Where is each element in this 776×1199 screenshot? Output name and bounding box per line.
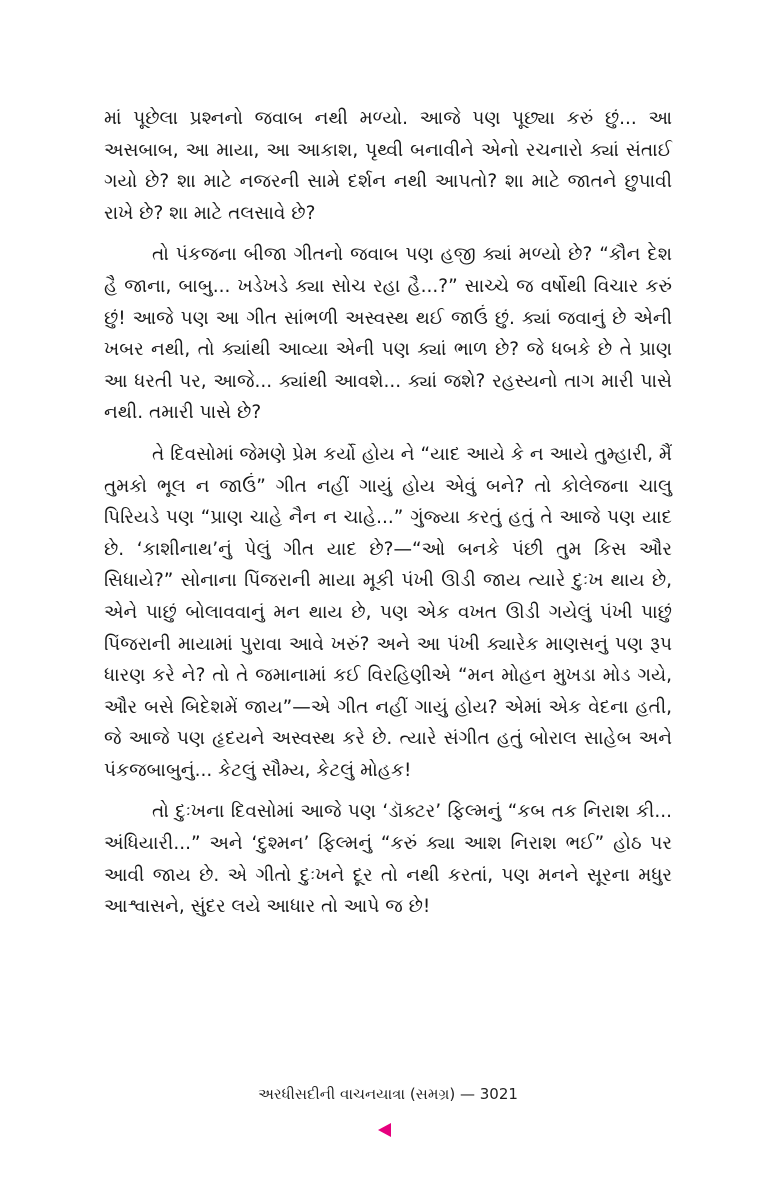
- page-footer: અરધીસદીની વાચનયાત્રા (સમગ્ર) — 3021: [258, 1085, 518, 1103]
- paragraph-4: તો દુઃખના દિવસોમાં આજે પણ ‘ડૉક્ટર’ ફિલ્મનું “કબ તક નિરાશ કી... અંધિયારી...” અને ‘દુશ્મન’ ફિલ્મનું “કરું ક્યા આશ નિરાશ ભઈ” હોઠ પર આવી જાય છે. એ ગીતો દુઃખને દૂર તો નથી કરતાં, પણ મનને સૂરના મધુર આશ્વાસને, સુંદર લયે આધાર તો આપે જ છે!: [104, 801, 672, 918]
- body-text: [104, 103, 672, 933]
- previous-page-icon[interactable]: [378, 1123, 391, 1137]
- paragraph-3: તે દિવસોમાં જેમણે પ્રેમ કર્યો હોય ને “યાદ આયે કે ન આયે તુમ્હારી, મૈં તુમકો ભૂલ ન જાઉં” ગીત નહીં ગાયું હોય એવું બને? તો કોલેજના ચાલુ પિરિયડે પણ “પ્રાણ ચાહે નૈન ન ચાહે...” ગુંજ્યા કરતું હતું તે આજે પણ યાદ છે. ‘કાશીનાથ’નું પેલું ગીત યાદ છે?—“ઓ બનકે પંછી તુમ કિસ ઔર સિધાયે?” સોનાના પિંજરાની માયા મૂકી પંખી ઊડી જાય ત્યારે દુઃખ થાય છે, એને પાછું બોલાવવાનું મન થાય છે, પણ એક વખત ઊડી ગયેલું પંખી પાછું પિંજરાની માયામાં પુરાવા આવે ખરું? અને આ પંખી ક્યારેક માણસનું પણ રૂપ ધારણ કરે ને? તો તે જમાનામાં કઈ વિરહિણીએ “મન મોહન મુખડા મોડ ગયે, ઔર બસે બિદેશમેં જાય”—એ ગીત નહીં ગાયું હોય? એમાં એક વેદના હતી, જે આજે પણ હૃદયને અસ્વસ્થ કરે છે. ત્યારે સંગીત હતું બોરાલ સાહેબ અને પંકજબાબુનું... કેટલું સૌમ્ય, કેટલું મોહક!: [104, 443, 672, 781]
- paragraph-1: માં પૂછેલા પ્રશ્નનો જવાબ નથી મળ્યો. આજે પણ પૂછ્યા કરું છું... આ અસબાબ, આ માયા, આ આકાશ, પૃથ્વી બનાવીને એનો રચનારો ક્યાં સંતાઈ ગયો છે? શા માટે નજરની સામે દર્શન નથી આપતો? શા માટે જાતને છુપાવી રાખે છે? શા માટે તલસાવે છે?: [104, 108, 672, 224]
- paragraph-2: તો પંકજના બીજા ગીતનો જવાબ પણ હજી ક્યાં મળ્યો છે? “કૌન દેશ હૈ જાના, બાબુ... ખડેખડે ક્યા સોચ રહા હૈ...?” સાચ્ચે જ વર્ષોથી વિચાર કરું છું! આજે પણ આ ગીત સાંભળી અસ્વસ્થ થઈ જાઉં છું. ક્યાં જવાનું છે એની ખબર નથી, તો ક્યાંથી આવ્યા એની પણ ક્યાં ભાળ છે? જે ધબકે છે તે પ્રાણ આ ધરતી પર, આજે... ક્યાંથી આવશે... ક્યાં જશે? રહસ્યનો તાગ મારી પાસે નથી. તમારી પાસે છે?: [104, 244, 672, 424]
